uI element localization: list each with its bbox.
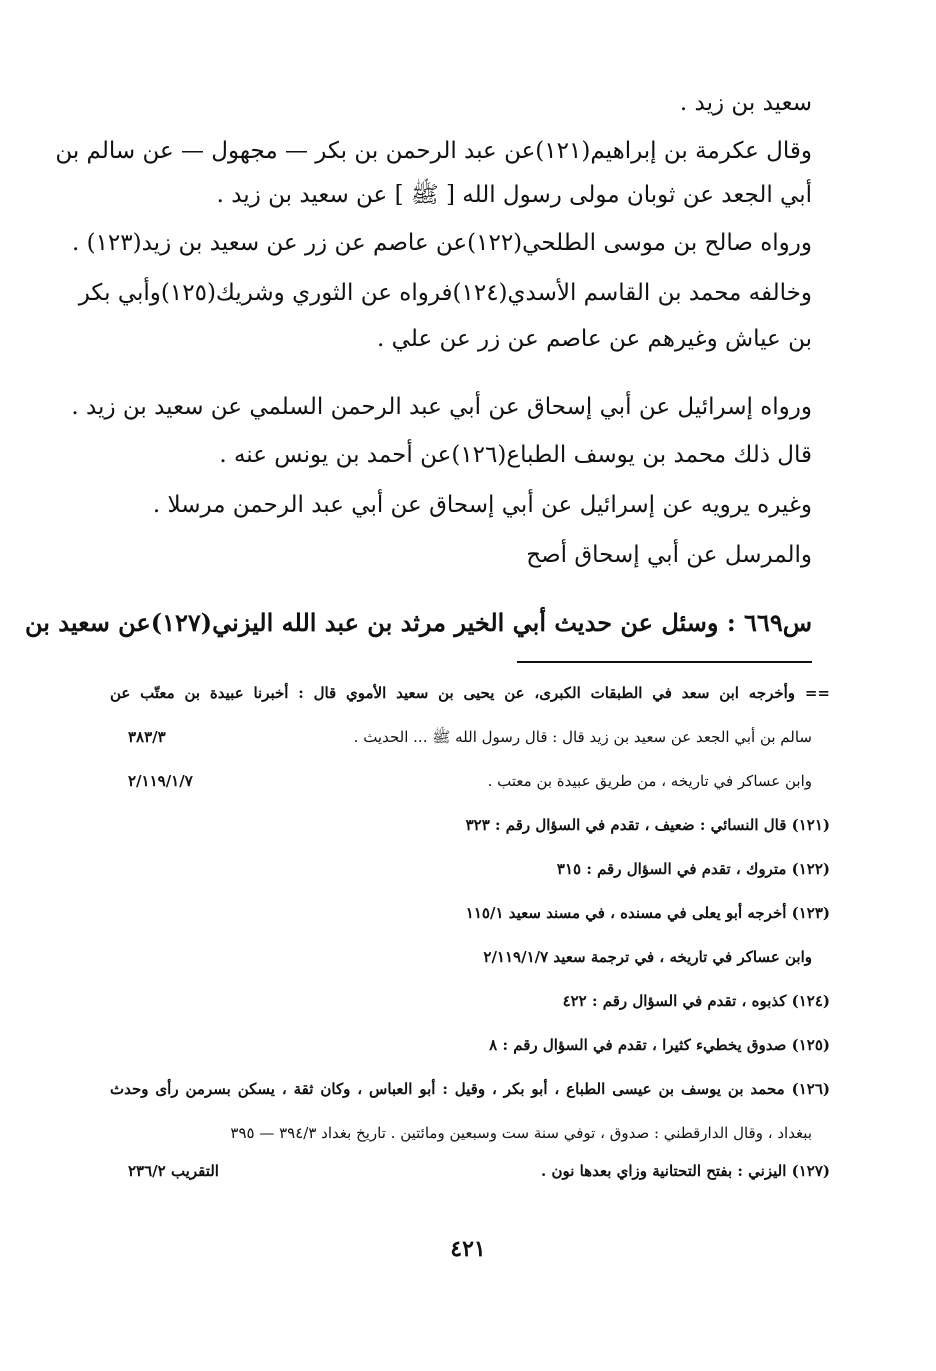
text-line: سعيد بن زيد .	[679, 90, 812, 116]
footnote-line: (١٢٧) اليزني : بفتح التحتانية وزاي بعدها نون .	[541, 1162, 830, 1180]
text-line: قال ذلك محمد بن يوسف الطباع(١٢٦)عن أحمد بن يونس عنه .	[219, 442, 812, 468]
text-line: أبي الجعد عن ثوبان مولى رسول الله [ ﷺ ] عن سعيد بن زيد .	[216, 182, 812, 208]
text-line: وقال عكرمة بن إبراهيم(١٢١)عن عبد الرحمن بن بكر — مجهول — عن سالم بن	[55, 138, 812, 164]
footnote-line: == وأخرجه ابن سعد في الطبقات الكبرى، عن يحيى بن سعيد الأموي قال : أخبرنا عبيدة بن معتّب عن	[110, 684, 830, 702]
footnote-line: (١٢٢) متروك ، تقدم في السؤال رقم : ٣١٥	[556, 860, 830, 878]
footnote-line: ببغداد ، وقال الدارقطني : صدوق ، توفي سنة ست وسبعين ومائتين . تاريخ بغداد ٣٩٤/٣ — ٣٩٥	[230, 1124, 812, 1142]
page-number: ٤٢١	[450, 1236, 486, 1262]
question-heading: س٦٦٩ : وسئل عن حديث أبي الخير مرثد بن عبد الله اليزني(١٢٧)عن سعيد بن	[24, 608, 812, 637]
text-line: وغيره يرويه عن إسرائيل عن أبي إسحاق عن أبي عبد الرحمن مرسلا .	[152, 492, 812, 518]
footnote-line: (١٢٤) كذبوه ، تقدم في السؤال رقم : ٤٢٢	[562, 992, 830, 1010]
footnote-separator	[517, 661, 812, 663]
reference-note: ٢/١١٩/١/٧	[128, 772, 193, 790]
text-line: ورواه إسرائيل عن أبي إسحاق عن أبي عبد الرحمن السلمي عن سعيد بن زيد .	[71, 394, 812, 420]
text-line: وخالفه محمد بن القاسم الأسدي(١٢٤)فرواه عن الثوري وشريك(١٢٥)وأبي بكر	[78, 280, 812, 306]
footnote-line: (١٢١) قال النسائي : ضعيف ، تقدم في السؤال رقم : ٣٢٣	[465, 816, 830, 834]
reference-note: ٣٨٣/٣	[128, 728, 166, 746]
text-line: بن عياش وغيرهم عن عاصم عن زر عن علي .	[377, 326, 812, 352]
text-line: ورواه صالح بن موسى الطلحي(١٢٢)عن عاصم عن زر عن سعيد بن زيد(١٢٣) .	[71, 230, 812, 256]
footnote-line: (١٢٦) محمد بن يوسف بن عيسى الطباع ، أبو بكر ، وقيل : أبو العباس ، وكان ثقة ، يسكن بسرمن رأى وحدث	[110, 1080, 830, 1098]
footnote-line: (١٢٣) أخرجه أبو يعلى في مسنده ، في مسند سعيد ١١٥/١	[465, 904, 830, 922]
footnote-line: وابن عساكر في تاريخه ، من طريق عبيدة بن معتب .	[487, 772, 812, 790]
footnote-line: وابن عساكر في تاريخه ، في ترجمة سعيد ٢/١١٩/١/٧	[483, 948, 812, 966]
footnote-line: (١٢٥) صدوق يخطيء كثيرا ، تقدم في السؤال رقم : ٨	[489, 1036, 830, 1054]
text-line: والمرسل عن أبي إسحاق أصح	[526, 542, 812, 568]
reference-note: التقريب ٢٣٦/٢	[128, 1162, 219, 1180]
footnote-line: سالم بن أبي الجعد عن سعيد بن زيد قال : قال رسول الله ﷺ ... الحديث .	[353, 728, 812, 746]
